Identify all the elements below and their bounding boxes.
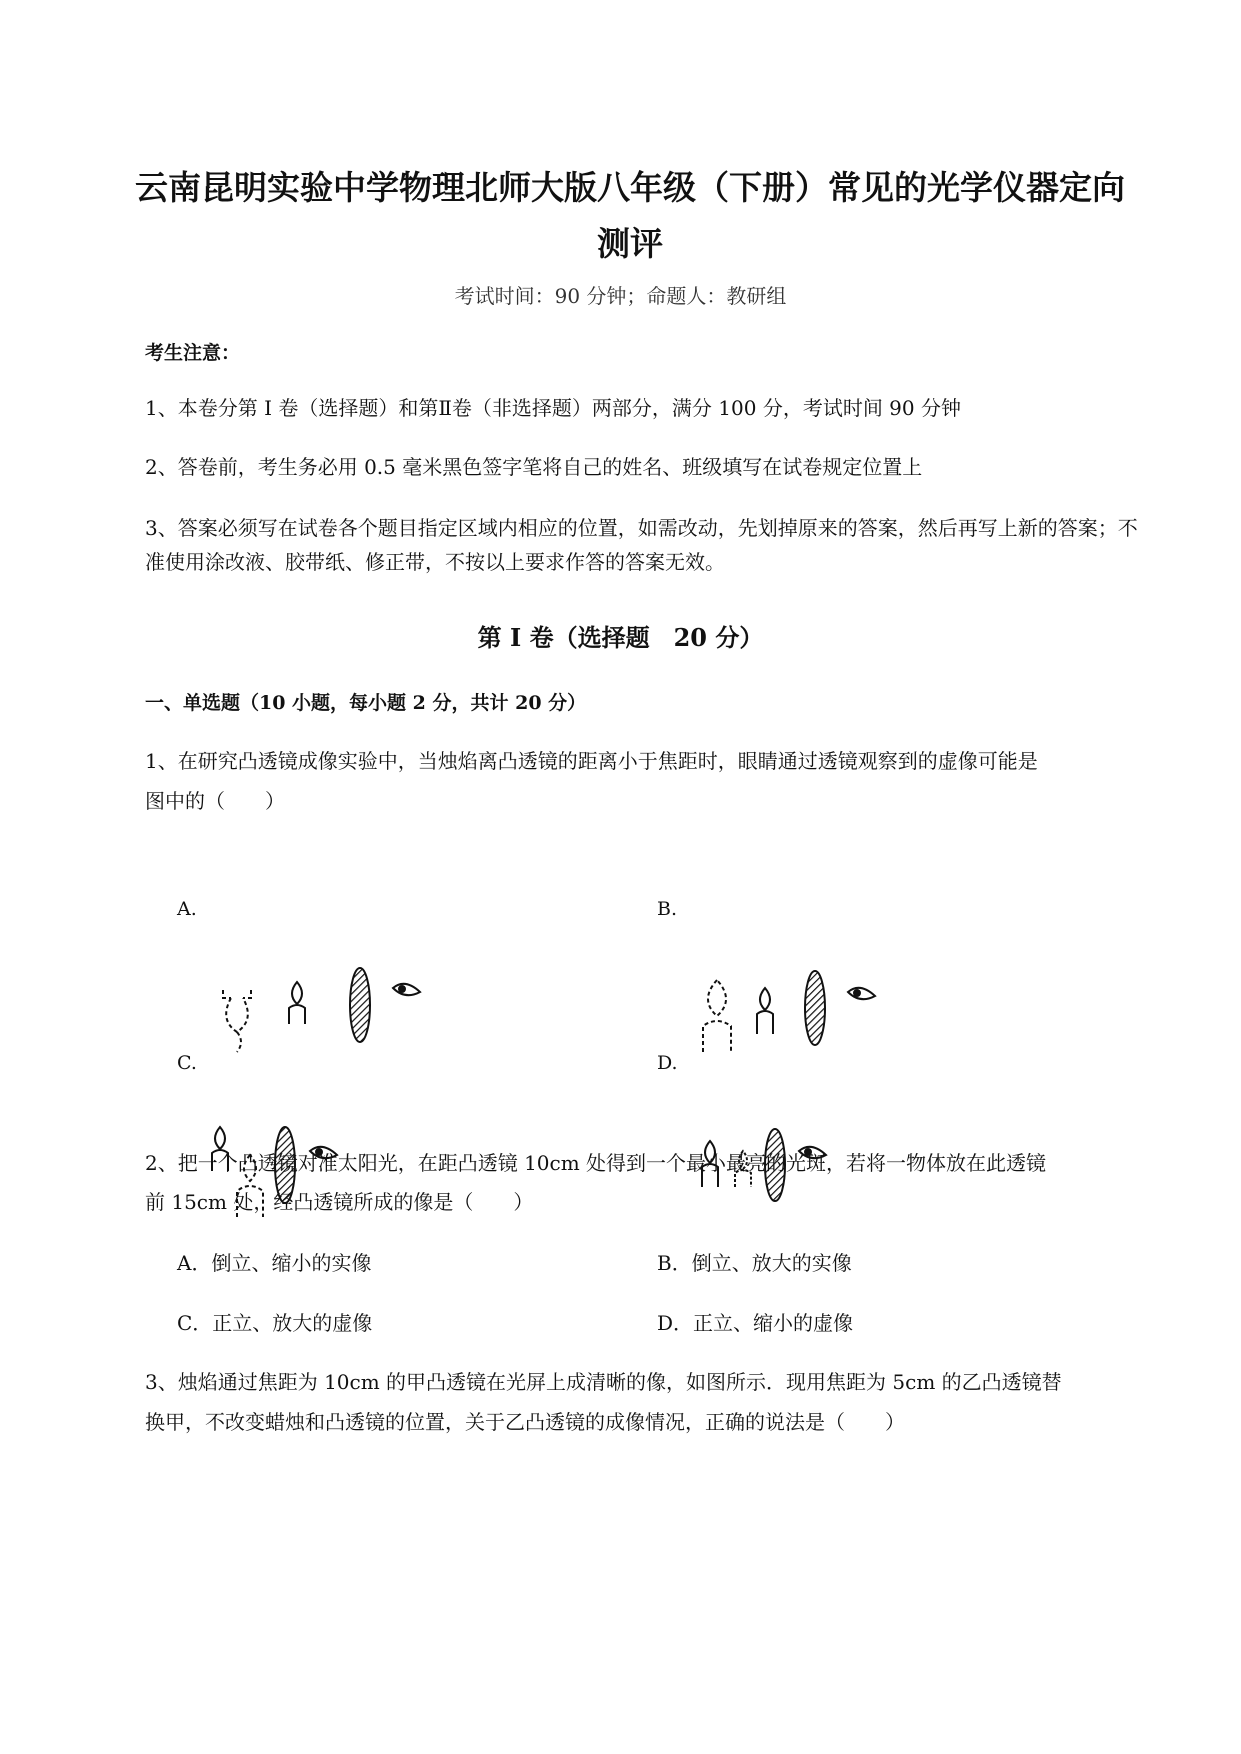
question-2-text-line2: 前 15cm 处，经凸透镜所成的像是（ ） bbox=[145, 1190, 534, 1214]
q1-figure-a bbox=[215, 960, 435, 1070]
eye-icon bbox=[393, 984, 420, 995]
q1-option-b-label: B. bbox=[657, 898, 678, 920]
question-1-text-line2: 图中的（ ） bbox=[145, 789, 285, 813]
notice-item-1: 1、本卷分第 I 卷（选择题）和第Ⅱ卷（非选择题）两部分，满分 100 分，考试时间 90 分钟 bbox=[145, 396, 961, 420]
q2-option-c[interactable]: C．正立、放大的虚像 bbox=[177, 1311, 373, 1335]
notice-heading: 考生注意： bbox=[145, 342, 241, 364]
lens-icon bbox=[805, 971, 825, 1045]
q1-option-a-label: A. bbox=[177, 898, 197, 920]
notice-item-2: 2、答卷前，考生务必用 0.5 毫米黑色签字笔将自己的姓名、班级填写在试卷规定位置上 bbox=[145, 455, 923, 479]
page-title-line2: 测评 bbox=[597, 224, 663, 263]
q2-option-a[interactable]: A．倒立、缩小的实像 bbox=[177, 1251, 372, 1275]
q1-figure-b bbox=[695, 960, 915, 1070]
lens-icon bbox=[350, 968, 370, 1042]
q2-option-b[interactable]: B．倒立、放大的实像 bbox=[657, 1251, 852, 1275]
q1-option-d-label: D. bbox=[657, 1052, 678, 1074]
part-heading: 一、单选题（10 小题，每小题 2 分，共计 20 分） bbox=[145, 692, 587, 714]
page-title: 云南昆明实验中学物理北师大版八年级（下册）常见的光学仪器定向 bbox=[135, 168, 1125, 207]
q1-option-c-label: C. bbox=[177, 1052, 197, 1074]
q2-option-d[interactable]: D．正立、缩小的虚像 bbox=[657, 1311, 854, 1335]
exam-meta: 考试时间：90 分钟；命题人：教研组 bbox=[454, 284, 787, 308]
eye-icon bbox=[848, 988, 875, 999]
section-title: 第 I 卷（选择题 20 分） bbox=[477, 623, 764, 652]
question-3-text-line2: 换甲，不改变蜡烛和凸透镜的位置，关于乙凸透镜的成像情况，正确的说法是（ ） bbox=[145, 1410, 905, 1434]
notice-item-3: 3、答案必须写在试卷各个题目指定区域内相应的位置，如需改动，先划掉原来的答案，然后再写上新的答案；不准使用涂改液、胶带纸、修正带，不按以上要求作答的答案无效。 bbox=[145, 516, 1138, 574]
question-1-text: 1、在研究凸透镜成像实验中，当烛焰离凸透镜的距离小于焦距时，眼睛通过透镜观察到的虚像可能是 bbox=[145, 749, 1038, 773]
question-3-text: 3、烛焰通过焦距为 10cm 的甲凸透镜在光屏上成清晰的像，如图所示．现用焦距为 5cm 的乙凸透镜替 bbox=[145, 1370, 1062, 1394]
question-2-text: 2、把一个凸透镜对准太阳光，在距凸透镜 10cm 处得到一个最小最亮的光斑，若将一物体放在此透镜 bbox=[145, 1151, 1047, 1175]
